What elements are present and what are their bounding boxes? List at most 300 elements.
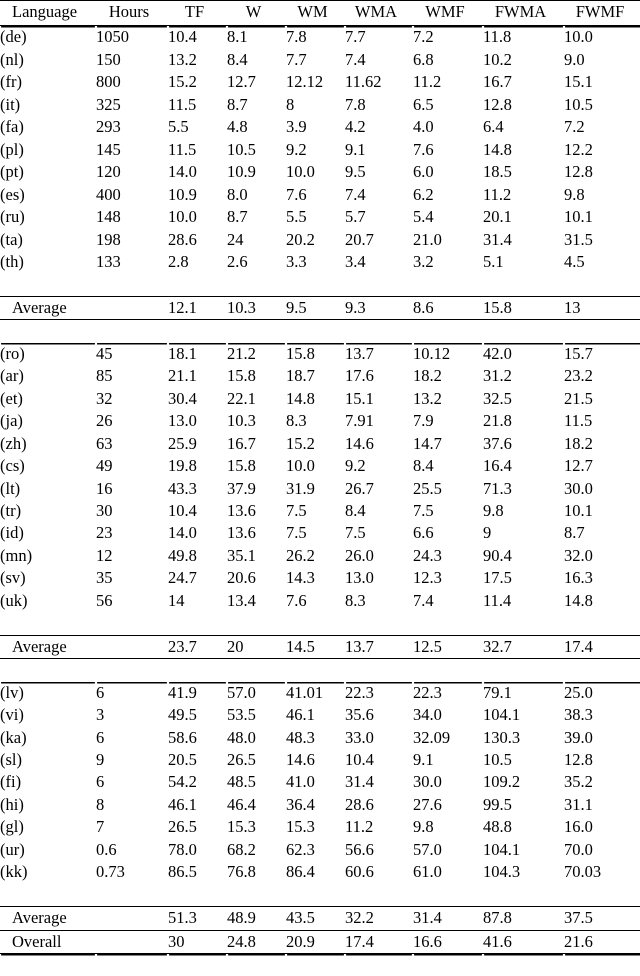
cell-wmf: 6.5 <box>413 94 434 114</box>
cell-fwmf: 14.8 <box>564 590 593 610</box>
spacer-cell <box>227 884 286 907</box>
cell-fwmf: 25.0 <box>564 682 593 702</box>
cell-wma: 13.0 <box>345 568 374 588</box>
cell-w: 21.2 <box>227 343 256 363</box>
cell-wma: 13.7 <box>345 343 374 363</box>
cell-wma: 5.7 <box>345 207 366 227</box>
cell-wmf: 7.6 <box>413 139 434 159</box>
row-average-label: Average <box>0 296 96 319</box>
row-language-label: (th) <box>0 251 24 271</box>
cell-fwmf: 9.0 <box>564 49 585 69</box>
spacer-cell <box>413 659 483 682</box>
row-hours-value: 56 <box>96 590 113 610</box>
spacer-cell <box>345 273 413 296</box>
cell-fwmf: 15.1 <box>564 72 593 92</box>
cell-wm: 7.6 <box>286 184 307 204</box>
row-hours-value: 0.73 <box>96 862 125 882</box>
spacer-cell <box>345 884 413 907</box>
row-language-label: (id) <box>0 523 24 543</box>
row-language-label: (uk) <box>0 590 28 610</box>
cell-wmf: 14.7 <box>413 433 442 453</box>
cell-wma: 8.4 <box>345 500 366 520</box>
table-row-de <box>0 26 640 49</box>
spacer-cell <box>413 612 483 635</box>
cell-wm: 10.0 <box>286 456 315 476</box>
cell-wm: 12.12 <box>286 72 324 92</box>
cell-fwmf: 35.2 <box>564 772 593 792</box>
cell-tf: 5.5 <box>168 117 189 137</box>
cell-tf: 19.8 <box>168 456 197 476</box>
cell-wma: 14.6 <box>345 433 374 453</box>
cell-wm: 62.3 <box>286 839 315 859</box>
row-hours-value: 145 <box>96 139 121 159</box>
cell-tf: 49.8 <box>168 545 197 565</box>
spacer-cell <box>0 320 96 343</box>
spacer-cell <box>345 659 413 682</box>
spacer-cell <box>0 273 96 296</box>
row-hours-value: 6 <box>96 682 105 702</box>
cell-wm: 26.2 <box>286 545 315 565</box>
row-language-label: (lt) <box>0 478 21 498</box>
cell-w: 48.9 <box>227 907 286 930</box>
row-hours-value: 6 <box>96 727 105 747</box>
cell-fwma: 130.3 <box>483 727 521 747</box>
cell-tf: 13.0 <box>168 411 197 431</box>
cell-wmf: 16.6 <box>413 930 483 953</box>
cell-w: 16.7 <box>227 433 256 453</box>
cell-wm: 15.8 <box>286 343 315 363</box>
cell-w: 35.1 <box>227 545 256 565</box>
cell-wma: 7.8 <box>345 94 366 114</box>
cell-fwma: 14.8 <box>483 139 512 159</box>
spacer-cell <box>227 612 286 635</box>
row-hours-value: 16 <box>96 478 113 498</box>
cell-fwma: 11.4 <box>483 590 512 610</box>
cell-w: 13.6 <box>227 500 256 520</box>
table-row-hi <box>0 794 640 816</box>
cell-w: 13.6 <box>227 523 256 543</box>
row-language-label: (pt) <box>0 162 24 182</box>
row-hours-value: 1050 <box>96 27 129 47</box>
cell-fwmf: 30.0 <box>564 478 593 498</box>
cell-wma: 10.4 <box>345 749 374 769</box>
cell-wm: 7.8 <box>286 27 307 47</box>
row-average-label: Average <box>0 635 96 658</box>
cell-wma: 28.6 <box>345 794 374 814</box>
cell-wm: 7.6 <box>286 590 307 610</box>
cell-wm: 46.1 <box>286 705 315 725</box>
spacer-cell <box>227 659 286 682</box>
spacer-cell <box>286 884 345 907</box>
bottom-rule-cell <box>564 954 640 976</box>
cell-fwma: 99.5 <box>483 794 512 814</box>
cell-fwma: 5.1 <box>483 251 504 271</box>
row-spacer <box>0 320 640 343</box>
cell-w: 24 <box>227 229 244 249</box>
cell-wma: 31.4 <box>345 772 374 792</box>
row-hours-value: 8 <box>96 794 105 814</box>
table-row-lv <box>0 682 640 704</box>
spacer-cell <box>286 273 345 296</box>
column-header-tf: TF <box>168 1 227 26</box>
cell-fwma: 11.8 <box>483 27 512 47</box>
cell-wmf: 3.2 <box>413 251 434 271</box>
cell-wm: 5.5 <box>286 207 307 227</box>
table-row-mn <box>0 545 640 567</box>
row-hours-value: 23 <box>96 523 113 543</box>
cell-wm: 18.7 <box>286 366 315 386</box>
table-row-ta <box>0 229 640 251</box>
cell-wma: 13.7 <box>345 635 413 658</box>
bottom-rule-cell <box>227 954 286 976</box>
row-hours-value: 49 <box>96 456 113 476</box>
table-row-it <box>0 94 640 116</box>
cell-wma: 9.2 <box>345 456 366 476</box>
row-language-label: (ka) <box>0 727 27 747</box>
cell-w: 46.4 <box>227 794 256 814</box>
cell-fwma: 104.1 <box>483 705 521 725</box>
cell-wma: 33.0 <box>345 727 374 747</box>
row-language-label: (kk) <box>0 862 28 882</box>
cell-wm: 15.2 <box>286 433 315 453</box>
cell-fwma: 109.2 <box>483 772 521 792</box>
row-hours-value: 35 <box>96 568 113 588</box>
row-spacer <box>0 273 640 296</box>
cell-w: 10.9 <box>227 162 256 182</box>
cell-fwma: 42.0 <box>483 343 512 363</box>
column-header-wm: WM <box>286 1 345 26</box>
spacer-cell <box>413 320 483 343</box>
cell-fwma: 87.8 <box>483 907 564 930</box>
cell-wma: 7.7 <box>345 27 366 47</box>
spacer-cell <box>564 884 640 907</box>
cell-tf: 2.8 <box>168 251 189 271</box>
cell-fwma: 9.8 <box>483 500 504 520</box>
row-language-label: (ar) <box>0 366 24 386</box>
table-row-th <box>0 251 640 273</box>
cell-wmf: 8.6 <box>413 296 483 319</box>
cell-tf: 14.0 <box>168 523 197 543</box>
cell-wma: 7.4 <box>345 49 366 69</box>
row-language-label: (nl) <box>0 49 24 69</box>
row-hours-value <box>96 296 168 319</box>
spacer-cell <box>227 273 286 296</box>
cell-fwmf: 16.3 <box>564 568 593 588</box>
cell-wma: 7.5 <box>345 523 366 543</box>
spacer-cell <box>0 659 96 682</box>
cell-wm: 10.0 <box>286 162 315 182</box>
spacer-cell <box>168 273 227 296</box>
spacer-cell <box>483 659 564 682</box>
cell-tf: 78.0 <box>168 839 197 859</box>
row-overall-label: Overall <box>0 930 96 953</box>
table-row-cs <box>0 455 640 477</box>
cell-w: 10.3 <box>227 296 286 319</box>
cell-wma: 11.2 <box>345 817 374 837</box>
cell-wm: 9.2 <box>286 139 307 159</box>
cell-tf: 24.7 <box>168 568 197 588</box>
cell-wmf: 27.6 <box>413 794 442 814</box>
row-hours-value: 26 <box>96 411 113 431</box>
cell-w: 10.5 <box>227 139 256 159</box>
row-hours-value: 133 <box>96 251 121 271</box>
row-language-label: (hi) <box>0 794 24 814</box>
cell-fwma: 16.4 <box>483 456 512 476</box>
cell-wm: 8.3 <box>286 411 307 431</box>
column-header-language: Language <box>0 1 96 26</box>
cell-fwma: 9 <box>483 523 492 543</box>
cell-wm: 7.5 <box>286 523 307 543</box>
cell-wmf: 13.2 <box>413 388 442 408</box>
cell-wmf: 7.4 <box>413 590 434 610</box>
table-row-ur <box>0 839 640 861</box>
spacer-cell <box>227 320 286 343</box>
cell-tf: 10.9 <box>168 184 197 204</box>
table-row-pt <box>0 161 640 183</box>
cell-wm: 14.8 <box>286 388 315 408</box>
cell-wmf: 6.6 <box>413 523 434 543</box>
cell-tf: 26.5 <box>168 817 197 837</box>
row-hours-value: 0.6 <box>96 839 117 859</box>
cell-fwma: 71.3 <box>483 478 512 498</box>
spacer-cell <box>564 659 640 682</box>
cell-wm: 20.2 <box>286 229 315 249</box>
column-header-w: W <box>227 1 286 26</box>
cell-w: 53.5 <box>227 705 256 725</box>
table-row-average <box>0 907 640 930</box>
cell-tf: 28.6 <box>168 229 197 249</box>
column-header-hours: Hours <box>96 1 168 26</box>
spacer-cell <box>168 884 227 907</box>
row-language-label: (cs) <box>0 456 25 476</box>
cell-fwmf: 12.8 <box>564 749 593 769</box>
cell-wmf: 34.0 <box>413 705 442 725</box>
cell-wma: 9.5 <box>345 162 366 182</box>
row-hours-value: 148 <box>96 207 121 227</box>
cell-wm: 7.5 <box>286 500 307 520</box>
cell-w: 8.0 <box>227 184 248 204</box>
cell-wma: 4.2 <box>345 117 366 137</box>
cell-fwma: 15.8 <box>483 296 564 319</box>
table-bottom-rule <box>0 954 640 976</box>
bottom-rule-cell <box>96 954 168 976</box>
table-header <box>0 1 640 26</box>
cell-wmf: 7.2 <box>413 27 434 47</box>
cell-w: 8.7 <box>227 207 248 227</box>
cell-wmf: 6.0 <box>413 162 434 182</box>
cell-w: 8.4 <box>227 49 248 69</box>
table-row-nl <box>0 49 640 71</box>
cell-wma: 60.6 <box>345 862 374 882</box>
cell-fwmf: 10.1 <box>564 207 593 227</box>
cell-fwma: 31.4 <box>483 229 512 249</box>
row-hours-value: 63 <box>96 433 113 453</box>
cell-fwmf: 10.1 <box>564 500 593 520</box>
spacer-cell <box>483 273 564 296</box>
cell-fwmf: 32.0 <box>564 545 593 565</box>
spacer-cell <box>564 273 640 296</box>
cell-wma: 11.62 <box>345 72 382 92</box>
cell-tf: 12.1 <box>168 296 227 319</box>
table-row-lt <box>0 478 640 500</box>
cell-w: 10.3 <box>227 411 256 431</box>
row-language-label: (zh) <box>0 433 27 453</box>
cell-fwmf: 17.4 <box>564 635 640 658</box>
table-row-ka <box>0 727 640 749</box>
cell-wma: 32.2 <box>345 907 413 930</box>
cell-tf: 14.0 <box>168 162 197 182</box>
spacer-cell <box>286 320 345 343</box>
row-language-label: (ro) <box>0 343 25 363</box>
cell-w: 26.5 <box>227 749 256 769</box>
cell-fwmf: 31.5 <box>564 229 593 249</box>
cell-w: 48.0 <box>227 727 256 747</box>
row-hours-value: 3 <box>96 705 105 725</box>
cell-wma: 8.3 <box>345 590 366 610</box>
bottom-rule-cell <box>483 954 564 976</box>
row-average-label: Average <box>0 907 96 930</box>
cell-w: 2.6 <box>227 251 248 271</box>
cell-fwmf: 18.2 <box>564 433 593 453</box>
cell-tf: 54.2 <box>168 772 197 792</box>
header-row <box>0 1 640 26</box>
cell-wm: 15.3 <box>286 817 315 837</box>
row-spacer <box>0 884 640 907</box>
spacer-cell <box>483 320 564 343</box>
cell-tf: 49.5 <box>168 705 197 725</box>
cell-wma: 35.6 <box>345 705 374 725</box>
cell-fwmf: 23.2 <box>564 366 593 386</box>
row-language-label: (fa) <box>0 117 24 137</box>
row-language-label: (pl) <box>0 139 24 159</box>
column-header-wmf: WMF <box>413 1 483 26</box>
cell-wm: 3.9 <box>286 117 307 137</box>
cell-wmf: 4.0 <box>413 117 434 137</box>
cell-wma: 7.4 <box>345 184 366 204</box>
cell-wmf: 12.5 <box>413 635 483 658</box>
cell-fwma: 32.7 <box>483 635 564 658</box>
row-language-label: (mn) <box>0 545 33 565</box>
cell-tf: 15.2 <box>168 72 197 92</box>
cell-fwma: 104.3 <box>483 862 521 882</box>
cell-w: 57.0 <box>227 682 256 702</box>
bottom-rule-cell <box>286 954 345 976</box>
cell-wm: 41.01 <box>286 682 324 702</box>
spacer-cell <box>345 320 413 343</box>
cell-w: 13.4 <box>227 590 256 610</box>
cell-fwma: 31.2 <box>483 366 512 386</box>
cell-wmf: 11.2 <box>413 72 442 92</box>
table-row-zh <box>0 433 640 455</box>
cell-wmf: 6.2 <box>413 184 434 204</box>
row-hours-value: 400 <box>96 184 121 204</box>
cell-wm: 14.3 <box>286 568 315 588</box>
cell-wm: 8 <box>286 94 295 114</box>
cell-fwmf: 10.5 <box>564 94 593 114</box>
cell-wm: 3.3 <box>286 251 307 271</box>
table-row-kk <box>0 861 640 883</box>
cell-fwmf: 12.7 <box>564 456 593 476</box>
row-hours-value <box>96 907 168 930</box>
cell-wma: 17.6 <box>345 366 374 386</box>
cell-fwmf: 11.5 <box>564 411 593 431</box>
cell-wm: 43.5 <box>286 907 345 930</box>
cell-w: 15.8 <box>227 456 256 476</box>
cell-wmf: 6.8 <box>413 49 434 69</box>
table-row-average <box>0 296 640 319</box>
table-row-uk <box>0 590 640 612</box>
cell-fwmf: 4.5 <box>564 251 585 271</box>
row-hours-value <box>96 635 168 658</box>
cell-tf: 20.5 <box>168 749 197 769</box>
cell-tf: 10.0 <box>168 207 197 227</box>
spacer-cell <box>345 612 413 635</box>
cell-fwmf: 12.8 <box>564 162 593 182</box>
cell-w: 76.8 <box>227 862 256 882</box>
bottom-rule-cell <box>0 954 96 976</box>
spacer-cell <box>168 320 227 343</box>
cell-fwmf: 70.0 <box>564 839 593 859</box>
cell-wmf: 31.4 <box>413 907 483 930</box>
cell-wm: 36.4 <box>286 794 315 814</box>
row-language-label: (fr) <box>0 72 22 92</box>
row-language-label: (lv) <box>0 682 24 702</box>
cell-tf: 30 <box>168 930 227 953</box>
cell-wmf: 9.1 <box>413 749 434 769</box>
cell-fwmf: 7.2 <box>564 117 585 137</box>
spacer-cell <box>286 612 345 635</box>
cell-wmf: 7.9 <box>413 411 434 431</box>
cell-tf: 13.2 <box>168 49 197 69</box>
table-row-fr <box>0 71 640 93</box>
table-row-es <box>0 184 640 206</box>
spacer-cell <box>0 612 96 635</box>
cell-wm: 48.3 <box>286 727 315 747</box>
cell-fwmf: 21.5 <box>564 388 593 408</box>
cell-w: 24.8 <box>227 930 286 953</box>
table-row-ro <box>0 343 640 365</box>
cell-w: 48.5 <box>227 772 256 792</box>
bottom-rule-cell <box>168 954 227 976</box>
row-hours-value: 45 <box>96 343 113 363</box>
cell-wmf: 10.12 <box>413 343 451 363</box>
table-row-average <box>0 635 640 658</box>
cell-fwma: 11.2 <box>483 184 512 204</box>
cell-wmf: 7.5 <box>413 500 434 520</box>
row-language-label: (et) <box>0 388 23 408</box>
spacer-cell <box>168 612 227 635</box>
cell-fwma: 41.6 <box>483 930 564 953</box>
cell-fwma: 10.2 <box>483 49 512 69</box>
cell-wma: 7.91 <box>345 411 374 431</box>
cell-tf: 30.4 <box>168 388 197 408</box>
row-hours-value: 9 <box>96 749 105 769</box>
row-hours-value: 32 <box>96 388 113 408</box>
cell-tf: 58.6 <box>168 727 197 747</box>
table-row-et <box>0 388 640 410</box>
row-language-label: (ja) <box>0 411 23 431</box>
cell-fwmf: 10.0 <box>564 27 593 47</box>
cell-tf: 18.1 <box>168 343 197 363</box>
table-row-fa <box>0 116 640 138</box>
cell-fwmf: 15.7 <box>564 343 593 363</box>
cell-wmf: 21.0 <box>413 229 442 249</box>
cell-fwmf: 38.3 <box>564 705 593 725</box>
row-hours-value: 120 <box>96 162 121 182</box>
cell-tf: 23.7 <box>168 635 227 658</box>
cell-w: 8.1 <box>227 27 248 47</box>
cell-tf: 21.1 <box>168 366 197 386</box>
